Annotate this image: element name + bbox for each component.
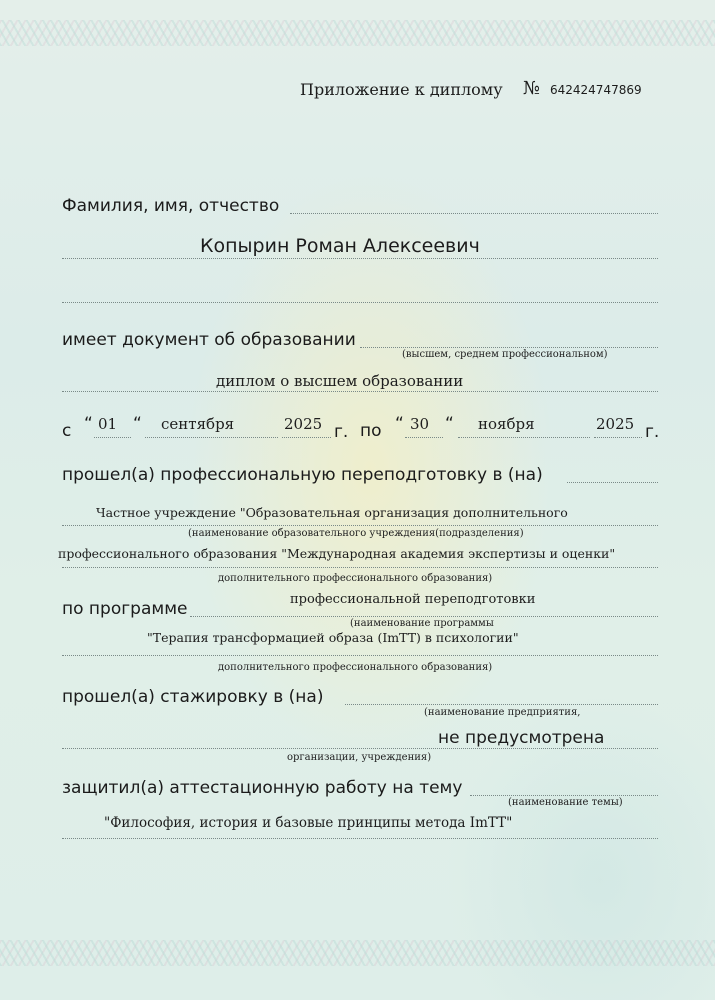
thesis-line-2	[62, 838, 658, 839]
number-sign: №	[523, 78, 541, 99]
fio-line-3	[62, 302, 658, 303]
internship-hint-1: (наименование предприятия,	[424, 707, 581, 718]
period-to-day: 30	[410, 415, 430, 433]
internship-value: не предусмотрена	[438, 728, 605, 748]
period-to-year-line	[594, 437, 642, 438]
period-from-day-line	[94, 437, 131, 438]
decorative-bottom-band	[0, 940, 715, 966]
education-line-2	[62, 391, 658, 392]
internship-line-1	[345, 704, 658, 705]
fio-line-2	[62, 258, 658, 259]
education-line-1	[360, 347, 658, 348]
period-to-year: 2025	[596, 415, 635, 433]
internship-line-2	[62, 748, 658, 749]
period-from-month: сентября	[161, 415, 235, 433]
retraining-label: прошел(а) профессиональную переподготовку в (на)	[62, 465, 543, 485]
retraining-line-2	[62, 525, 658, 526]
thesis-line-1	[470, 795, 658, 796]
fio-label: Фамилия, имя, отчество	[62, 196, 280, 216]
period-to-month-line	[458, 437, 590, 438]
thesis-value: "Философия, история и базовые принципы метода ImTT"	[104, 815, 513, 831]
retraining-line-1	[567, 482, 658, 483]
education-label: имеет документ об образовании	[62, 330, 356, 350]
period-quote-4: “	[445, 414, 454, 434]
period-quote-3: “	[395, 414, 404, 434]
internship-hint-2: организации, учреждения)	[287, 752, 432, 763]
period-to-month: ноября	[478, 415, 535, 433]
period-from-day: 01	[98, 415, 118, 433]
retraining-org-line-1: Частное учреждение "Образовательная организация дополнительного	[96, 505, 568, 520]
period-quote-1: “	[84, 414, 93, 434]
period-to-prefix: по	[360, 421, 382, 441]
education-hint: (высшем, среднем профессиональном)	[402, 349, 608, 360]
program-label: по программе	[62, 599, 188, 619]
program-line-1	[190, 616, 658, 617]
program-hint-2: дополнительного профессионального образования)	[218, 662, 493, 673]
header-title: Приложение к диплому	[300, 80, 503, 99]
period-quote-2: “	[133, 414, 142, 434]
period-to-year-suffix: г.	[645, 422, 660, 442]
program-value-1: профессиональной переподготовки	[290, 592, 536, 607]
education-value: диплом о высшем образовании	[216, 372, 464, 390]
retraining-org-line-2: профессионального образования "Международная академия экспертизы и оценки"	[58, 546, 616, 561]
period-from-year: 2025	[284, 415, 323, 433]
period-from-year-line	[282, 437, 331, 438]
decorative-top-band	[0, 20, 715, 46]
period-from-year-suffix: г.	[334, 422, 349, 442]
program-line-2	[62, 655, 658, 656]
period-to-day-line	[405, 437, 443, 438]
thesis-hint: (наименование темы)	[508, 797, 623, 808]
retraining-hint-1: (наименование образовательного учреждения(подразделения)	[188, 528, 524, 539]
program-value-2: "Терапия трансформацией образа (ImTT) в психологии"	[147, 630, 519, 645]
period-from-prefix: с	[62, 421, 72, 441]
retraining-line-3	[62, 567, 658, 568]
fio-value: Копырин Роман Алексеевич	[200, 235, 480, 257]
period-from-month-line	[145, 437, 278, 438]
retraining-hint-2: дополнительного профессионального образования)	[218, 573, 493, 584]
internship-label: прошел(а) стажировку в (на)	[62, 687, 324, 707]
fio-line-1	[290, 213, 658, 214]
program-hint-1: (наименование программы	[350, 618, 494, 629]
diploma-number: 642424747869	[550, 83, 642, 97]
thesis-label: защитил(а) аттестационную работу на тему	[62, 778, 463, 798]
